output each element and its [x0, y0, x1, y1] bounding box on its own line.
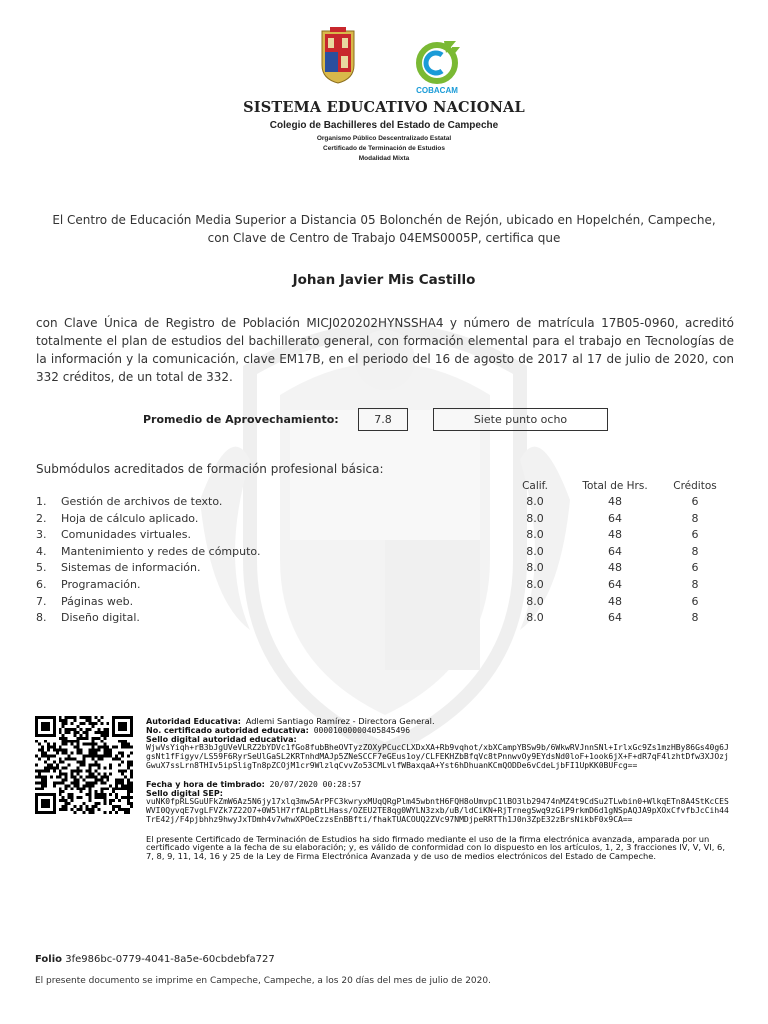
seal-authority-label: Sello digital autoridad educativa:	[146, 734, 297, 744]
module-credits: 6	[691, 528, 699, 542]
authority-label: Autoridad Educativa:	[146, 717, 241, 726]
institution-type: Organismo Público Descentralizado Estatal	[316, 135, 452, 142]
modality: Modalidad Mixta	[358, 155, 410, 162]
module-name: Mantenimiento y redes de cómputo.	[61, 544, 261, 558]
modules-title: Submódulos acreditados de formación profesional básica:	[36, 462, 384, 476]
module-calif: 8.0	[526, 528, 544, 542]
row-number: 2.	[36, 511, 47, 525]
cobacam-logo	[412, 37, 462, 87]
module-hours: 64	[608, 577, 622, 591]
table-row	[36, 512, 746, 529]
table-row	[36, 561, 746, 578]
module-credits: 8	[691, 544, 699, 558]
module-calif: 8.0	[526, 511, 544, 525]
module-calif: 8.0	[526, 561, 544, 575]
module-credits: 8	[691, 611, 699, 625]
header-hours: Total de Hrs.	[582, 480, 648, 492]
header-credits: Créditos	[673, 480, 717, 492]
module-credits: 6	[691, 495, 699, 508]
table-row	[36, 528, 746, 545]
module-calif: 8.0	[526, 544, 544, 558]
module-hours: 64	[608, 611, 622, 625]
legal-text: El presente Certificado de Terminación de Estudios ha sido firmado mediante el uso de la firma electrónica avanzada, amparada por un certificado vigente a la fecha de su elaboración; y, es válido de conformidad con lo dispuesto en los artículos, 1, 2, 3 fracciones IV, V, VI, 6, 7, 8, 9, 11, 14, 16 y 25 de la Ley de Firma Electrónica Avanzada y de uso de medios electrónicos del Estado de Campeche.	[146, 833, 725, 862]
row-number: 8.	[36, 611, 47, 625]
module-credits: 6	[691, 561, 699, 575]
header-calif: Calif.	[522, 480, 548, 492]
module-name: Comunidades virtuales.	[61, 528, 191, 542]
module-calif: 8.0	[526, 594, 544, 608]
module-calif: 8.0	[526, 495, 544, 508]
qr-code	[35, 716, 133, 814]
folio	[35, 954, 275, 965]
module-name: Diseño digital.	[61, 611, 140, 625]
average-text: Siete punto ocho	[433, 408, 608, 431]
module-hours: 48	[608, 528, 622, 542]
module-credits: 8	[691, 511, 699, 525]
seal-sep-value: vuNK0fpRLSGuUFkZmW6Az5N6jy17xlq3mw5ArPFC3kwryxMUqQRgPlm45wbntH6FQH8oUmvpC1lBO3lb29474nMZ4t9CdSu2TLwbin0+WlkqETn8A4StKcCESWVI0QyvqE7vgLFVZk7Z22O7+0W5lH7rfALpBtLHass/OZEU2TE8qg0WYLN3zxb/uB/ldCiKN+RjTrnegSwq9zGiP9rkmD6d1gNSpAQJA9pXOxCfvfbJcCih44TrE42j/F4pjbhhz9hwyJxTDmh4v7whwXPOeCzzsEnBBfti/fhakTUACOUQ2ZVc97NMDjpeRRTTh1J0n3ZpE32zBrsNikbF0x9CA==	[146, 797, 729, 824]
module-hours: 48	[608, 495, 622, 508]
stamp-date-label: Fecha y hora de timbrado:	[146, 779, 265, 789]
module-name: Hoja de cálculo aplicado.	[61, 511, 199, 525]
signature-block	[146, 717, 731, 861]
average-value: 7.8	[358, 408, 408, 431]
row-number: 5.	[36, 561, 47, 575]
folio-label: Folio	[35, 954, 63, 965]
seal-authority-value: WjwVsYiqh+rB3bJgUVeVLRZ2bYDVc1fGo8fubBheOVTyzZOXyPCucCLXDxXA+Rb9vqhot/xbXCampYBSw9b/6WkwRVJnnSNl+IrlxGc9Zs1mzHBy86Gs40g6JgsNt1fFigyv/LS59F6RyrSeUlGaSL2KRTnhdMAJp5ZNeSCCF7eGEus1oy/CLFEKHZbBfqVc8tPnnwvOy9EYdsNd0loF+1ook6jX+F+dR7qF4lzhtDfw3XJOzjGwuX7ssLrn8THIv5ipSligTn8pZCOjM1cr9Wlzlq​CvvZo53CMLvlfWBaxqaA+Yst6hDhuanKCmQODDe6vCdeLjbFI1UpKK0BUFcg==	[146, 743, 729, 770]
table-row	[36, 595, 746, 612]
module-calif: 8.0	[526, 611, 544, 625]
page-title: SISTEMA EDUCATIVO NACIONAL	[243, 99, 525, 116]
cert-number-value: 00001000000405845496	[313, 725, 411, 735]
module-hours: 48	[608, 594, 622, 608]
module-name: Sistemas de información.	[61, 561, 201, 575]
row-number: 3.	[36, 528, 47, 542]
institution-name: Colegio de Bachilleres del Estado de Campeche	[269, 120, 499, 131]
module-hours: 64	[608, 511, 622, 525]
module-name: Programación.	[61, 577, 141, 591]
module-name: Gestión de archivos de texto.	[61, 495, 223, 508]
seal-sep-label: Sello digital SEP:	[146, 788, 223, 798]
module-name: Páginas web.	[61, 594, 134, 608]
folio-value: 3fe986bc-0779-4041-8a5e-60cbdebfa727	[65, 954, 275, 965]
document-type: Certificado de Terminación de Estudios	[323, 145, 445, 152]
module-hours: 48	[608, 561, 622, 575]
table-row	[36, 611, 746, 628]
authority-value: Adlemi Santiago Ramírez - Directora General.	[245, 716, 435, 726]
row-number: 6.	[36, 577, 47, 591]
table-row	[36, 578, 746, 595]
row-number: 4.	[36, 544, 47, 558]
table-row	[36, 495, 746, 512]
modules-table	[36, 495, 746, 628]
intro-text: El Centro de Educación Media Superior a Distancia 05 Bolonchén de Rejón, ubicado en Hopelchén, Campeche, con Clave de Centro de Trabajo 04EMS0005P, certifica que	[52, 213, 716, 245]
table-row	[36, 545, 746, 562]
row-number: 1.	[36, 495, 47, 508]
cert-number-label: No. certificado autoridad educativa:	[146, 725, 309, 735]
logo-label: COBACAM	[416, 86, 458, 95]
module-credits: 8	[691, 577, 699, 591]
module-hours: 64	[608, 544, 622, 558]
average-label: Promedio de Aprovechamiento:	[143, 413, 339, 426]
student-name: Johan Javier Mis Castillo	[292, 272, 476, 288]
footer-text: El presente documento se imprime en Campeche, Campeche, a los 20 días del mes de julio de 2020.	[35, 976, 491, 986]
stamp-date-value: 20/07/2020 00:28:57	[269, 779, 362, 789]
row-number: 7.	[36, 594, 47, 608]
module-calif: 8.0	[526, 577, 544, 591]
certificate-paragraph: con Clave Única de Registro de Población MICJ020202HYNSSHA4 y número de matrícula 17B05-0960, acreditó totalmente el plan de estudios del bachillerato general, con formación elemental para el trabajo en Tecnologías de la información y la comunicación, clave EM17B, en el periodo del 16 de agosto de 2017 al 17 de julio de 2020, con 332 créditos, de un total de 332.	[36, 316, 734, 384]
campeche-shield-logo	[318, 27, 358, 85]
module-credits: 6	[691, 594, 699, 608]
